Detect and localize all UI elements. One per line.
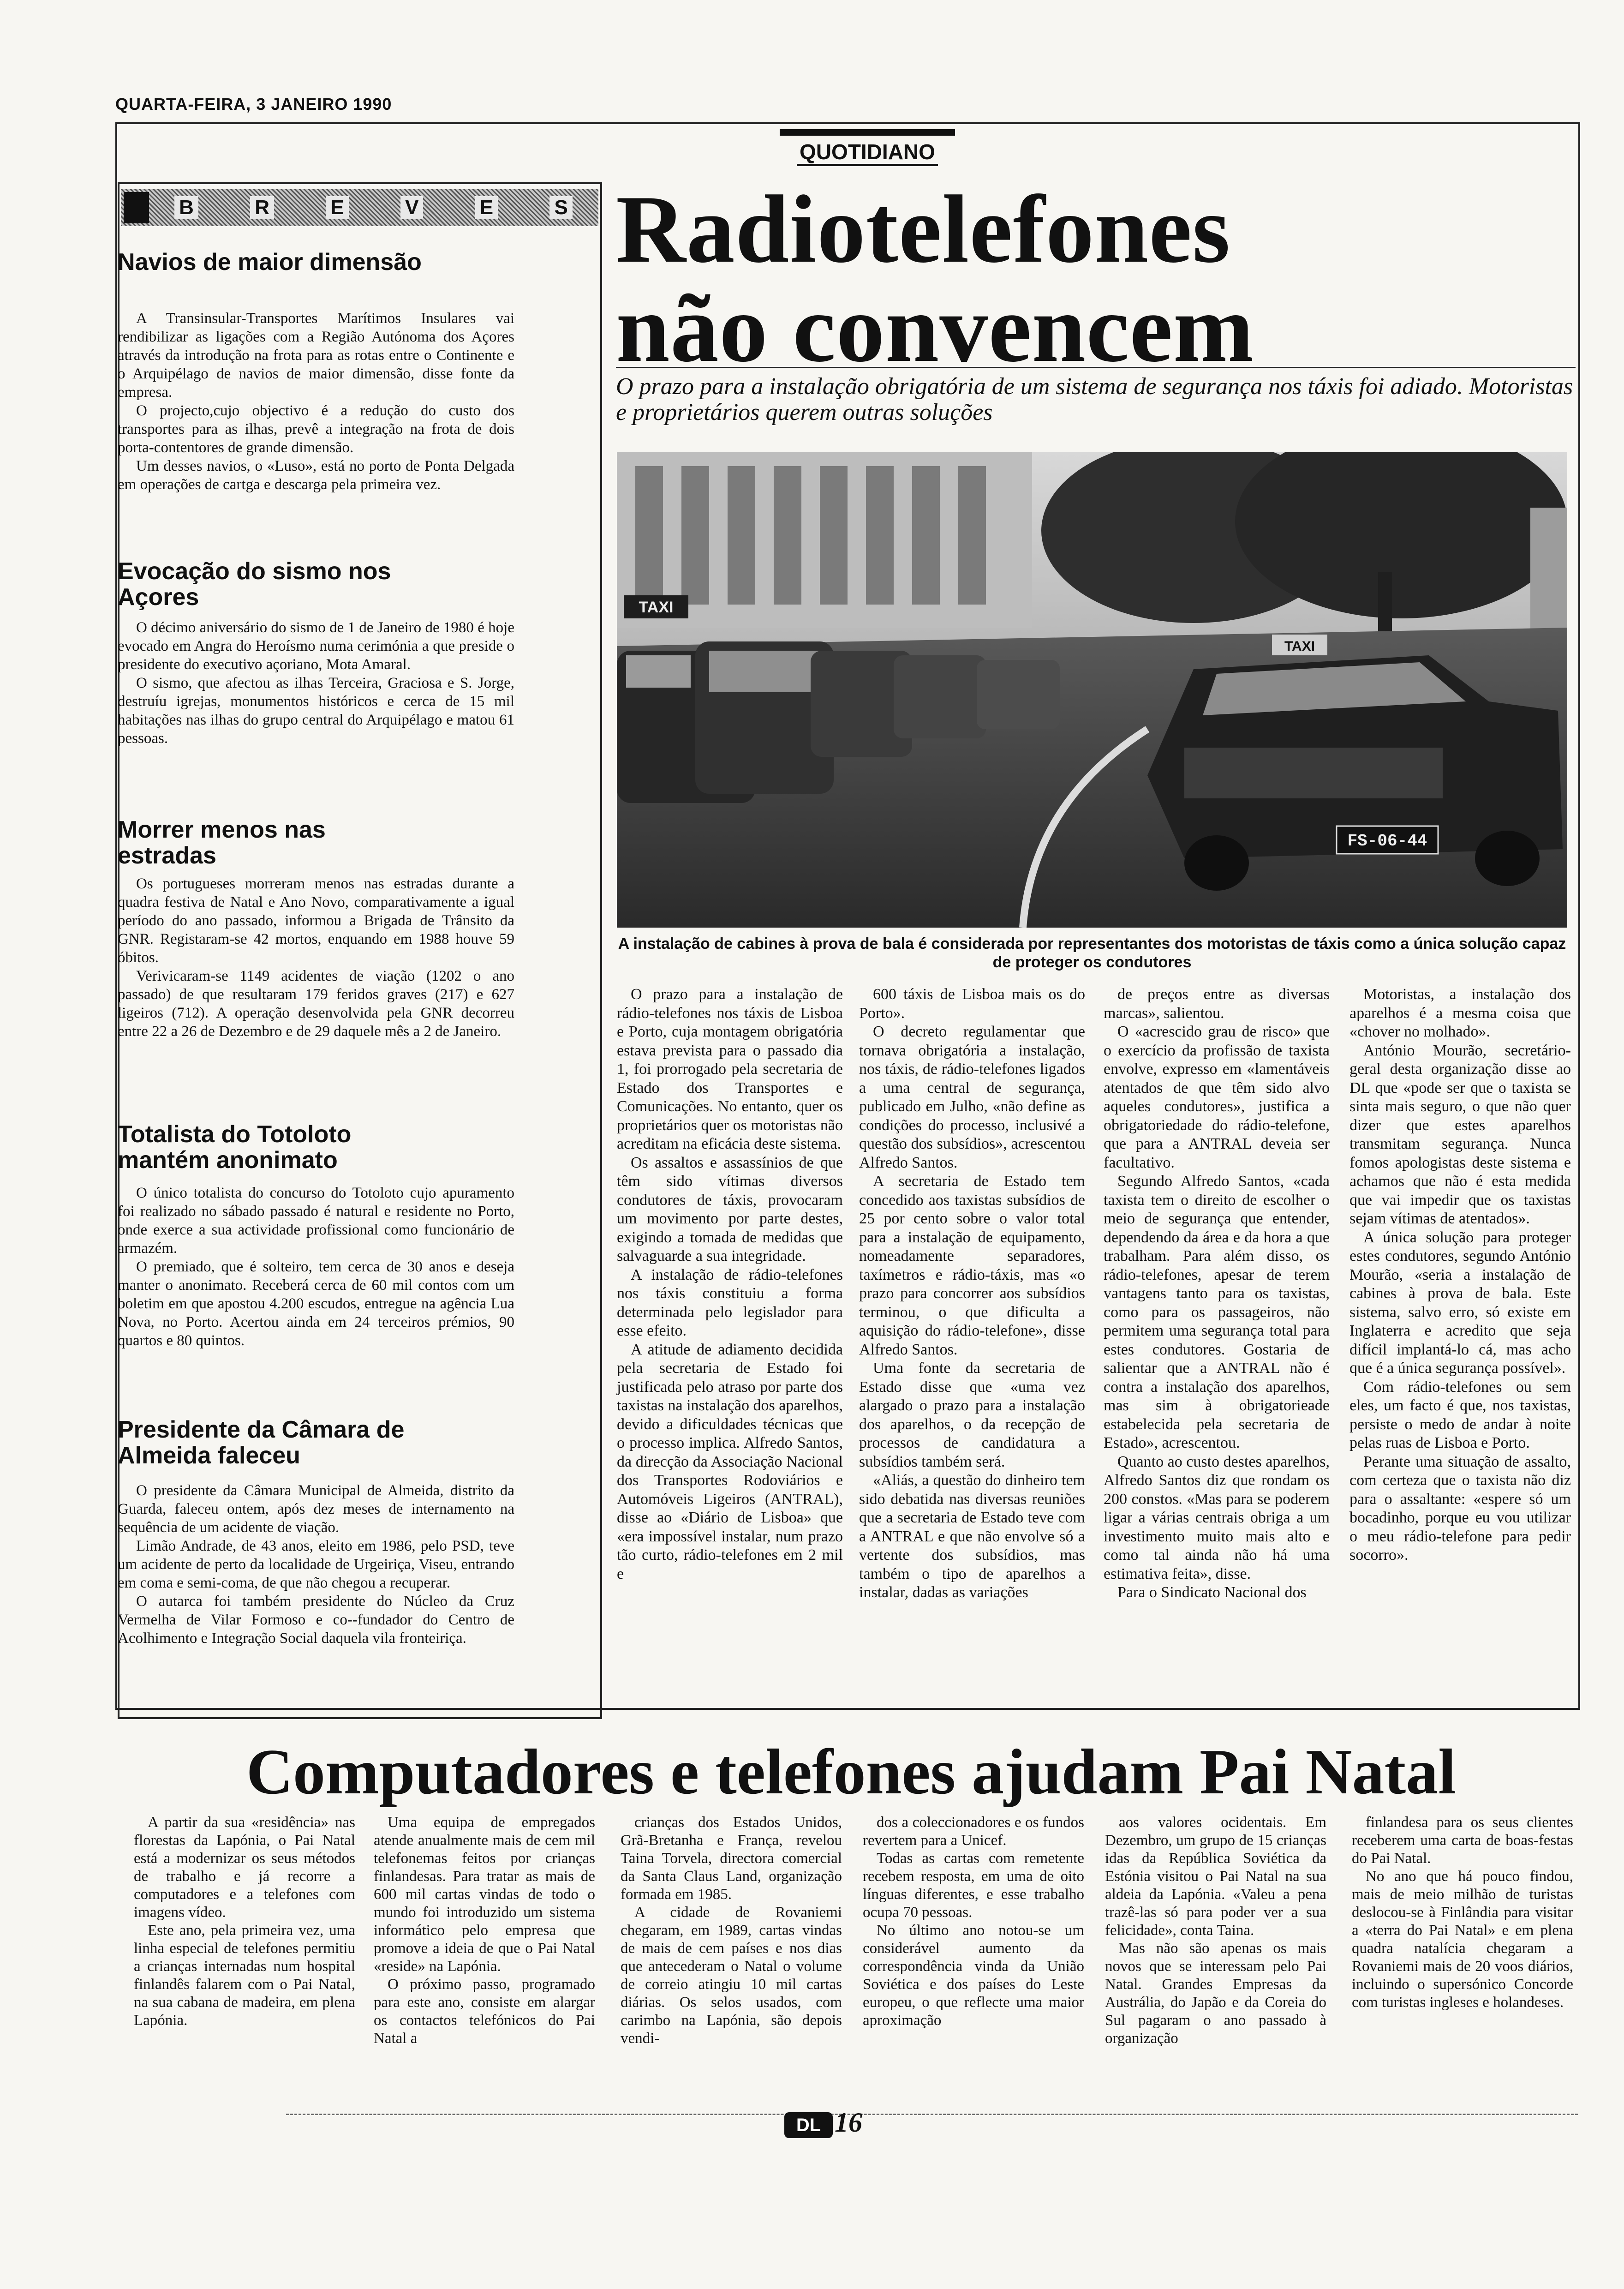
breves-letter: S xyxy=(549,196,572,219)
brief-1 xyxy=(118,249,505,275)
paragraph: Verivicaram-se 1149 acidentes de viação (1202 o ano passado) de que resultaram 179 feridos graves (217) e 627 ligeiros (712). A operação desenvolvida pela GNR decorreu entre 22 a 26 de Dezembro e de 29 daquele mês a 2 de Janeiro. xyxy=(118,968,514,1040)
article-column-2 xyxy=(859,985,1085,1602)
brief-body xyxy=(118,1481,514,1648)
paragraph: A secretaria de Estado tem concedido aos taxistas subsídios de 25 por cento sobre o valor total para a instalação de equipamento, nomeadamente separadores, taxímetros e rádio-táxis, mas «o prazo para concorrer aos subsídios terminou, o que dificulta a aquisição do rádio-telefone», disse Alfredo Santos. xyxy=(859,1173,1085,1358)
paragraph: O «acrescido grau de risco» que o exercício da profissão de taxista envolve, expresso em «lamentáveis atentados de que têm sido alvo aqueles condutores», justifica a obrigatoriedade do rádio-telefone, que para a ANTRAL deveia ser facultativo. xyxy=(1104,1023,1330,1171)
edition-date: QUARTA-FEIRA, 3 JANEIRO 1990 xyxy=(115,95,392,114)
license-plate: FS-06-44 xyxy=(1347,832,1427,851)
paragraph: Uma equipa de empregados atende anualmente mais de cem mil telefonemas feitos por crianças finlandesas. Para tratar as mais de 600 mil cartas vindas de todo o mundo foi introduzido um sistema informático pelo empresa que promove a ideia de que o Pai Natal «reside» na Lapónia. xyxy=(374,1814,595,1975)
paragraph: O projecto,cujo objectivo é a redução do custo dos transportes para as ilhas, prevê a integração na frota de dois porta-contentores de grande dimensão. xyxy=(118,402,514,456)
paragraph: O autarca foi também presidente do Núcleo da Cruz Vermelha de Vilar Formoso e co--fundador do Centro de Acolhimento e Integração Social daquela vila fronteiriça. xyxy=(118,1593,514,1647)
paragraph: O premiado, que é solteiro, tem cerca de 30 anos e deseja manter o anonimato. Receberá cerca de 60 mil contos com um boletim em que apostou 4.200 escudos, entregue na agência Lua Nova, no Porto. Acertou ainda em 24 terceiros prémios, 90 quartos e 80 quintos. xyxy=(118,1258,514,1349)
second-column-6 xyxy=(1352,1814,1573,2012)
second-column-2 xyxy=(374,1814,595,2048)
paragraph: No último ano notou-se um considerável aumento da correspondência vinda da União Soviética e dos países do Leste europeu, o que reflecte uma maior aproximação xyxy=(863,1922,1084,2029)
brief-body xyxy=(118,618,514,748)
paragraph: No ano que há pouco findou, mais de meio milhão de turistas deslocou-se à Finlândia para visitar a «terra do Pai Natal» e em plena quadra natalícia chegaram a Rovaniemi mais de 20 voos diários, incluindo o supersónico Concorde com turistas ingleses e holandeses. xyxy=(1352,1868,1573,2011)
brief-title: Presidente da Câmara de Almeida faleceu xyxy=(118,1416,405,1469)
main-headline xyxy=(616,176,1576,382)
paragraph: Mas não são apenas os mais novos que se interessam pelo Pai Natal. Grandes Empresas da Austrália, do Japão e da Coreia do Sul pagaram o ano passado à organização xyxy=(1105,1940,1326,2047)
brief-body xyxy=(118,1184,514,1350)
paragraph: Quanto ao custo destes aparelhos, Alfredo Santos diz que rondam os 200 constos. «Mas para se poderem ligar a várias centrais obriga a um investimento muito mais alto e como tal ainda não há uma estimativa feita», disse. xyxy=(1104,1453,1330,1582)
paragraph: O único totalista do concurso do Totoloto cujo apuramento foi realizado no sábado passado é natural e residente no Porto, onde exerce a sua actividade profissional como funcionário de armazém. xyxy=(118,1185,514,1257)
second-column-3 xyxy=(621,1814,842,2048)
paragraph: «Aliás, a questão do dinheiro tem sido debatida nas diversas reuniões que a secretaria de Estado teve com a ANTRAL e que não envolve só a vertente dos subsídios, mas também o tipo de aparelhos a instalar, dadas as variações xyxy=(859,1472,1085,1601)
brief-title: Totalista do Totoloto mantém anonimato xyxy=(118,1121,352,1174)
headline-rule xyxy=(616,367,1576,368)
paragraph: O próximo passo, programado para este ano, consiste em alargar os contactos telefónicos do Pai Natal a xyxy=(374,1976,595,2047)
second-column-5 xyxy=(1105,1814,1326,2048)
deck: O prazo para a instalação obrigatória de um sistema de segurança nos táxis foi adiado. Motoristas e proprietários querem outras soluções xyxy=(616,373,1573,425)
paragraph: aos valores ocidentais. Em Dezembro, um grupo de 15 crianças idas da República Soviética da Estónia visitou o Pai Natal na sua aldeia da Lapónia. «Valeu a pena trazê-las só para poder ver a sua felicidade», conta Taina. xyxy=(1105,1814,1326,1939)
breves-banner xyxy=(121,189,598,226)
brief-title: Evocação do sismo nos Açores xyxy=(118,558,391,611)
paragraph: Perante uma situação de assalto, com certeza que o taxista não diz para o assaltante: «espere só um bocadinho, porque eu vou utilizar o meu rádio-telefone para pedir socorro». xyxy=(1349,1453,1571,1564)
paragraph: O décimo aniversário do sismo de 1 de Janeiro de 1980 é hoje evocado em Angra do Heroísmo numa cerimónia a que preside o presidente do executivo açoriano, Mota Amaral. xyxy=(118,619,514,673)
article-column-3 xyxy=(1104,985,1330,1602)
paragraph: Uma fonte da secretaria de Estado disse que «uma vez alargado o prazo para a instalação dos aparelhos, o da recepção de processos de candidatura a subsídios também será. xyxy=(859,1360,1085,1470)
paragraph: Todas as cartas com remetente recebem resposta, em uma de oito línguas diferentes, e esse trabalho ocupa 70 pessoas. xyxy=(863,1850,1084,1921)
article-column-1 xyxy=(617,985,843,1583)
paragraph: crianças dos Estados Unidos, Grã-Bretanha e França, revelou Taina Torvela, directora comercial da Santa Claus Land, organização formada em 1985. xyxy=(621,1814,842,1903)
taxi-sign: TAXI xyxy=(1284,639,1315,654)
paragraph: Motoristas, a instalação dos aparelhos é a mesma coisa que «chover no molhado». xyxy=(1349,986,1571,1040)
paragraph: A única solução para proteger estes condutores, segundo António Mourão, «seria a instalação de cabines à prova de bala. Este sistema, salvo erro, só existe em Inglaterra e acredito que seja difícil implantá-lo cá, mas acho que é a única segurança possível». xyxy=(1349,1228,1571,1377)
paragraph: O prazo para a instalação de rádio-telefones nos táxis de Lisboa e Porto, cuja montagem obrigatória estava prevista para o passado dia 1, foi prorrogado pela secretaria de Estado dos Transportes e Comunicações. No entanto, quer os proprietários quer os motoristas não acreditam na eficácia deste sistema. xyxy=(617,986,843,1152)
taxi-sign: TAXI xyxy=(639,599,674,616)
paragraph: A cidade de Rovaniemi chegaram, em 1989, cartas vindas de mais de cem países e nos dias que antecederam o Natal o volume de correio atingiu 10 mil cartas diárias. Os selos usados, com carimbo na Lapónia, são depois vendi- xyxy=(621,1904,842,2047)
banner-block xyxy=(124,192,149,223)
article-column-4 xyxy=(1349,985,1571,1565)
dl-logo: DL xyxy=(784,2112,833,2138)
photo-caption: A instalação de cabines à prova de bala é considerada por representantes dos motoristas de táxis como a única solução capaz de proteger os condutores xyxy=(618,935,1566,971)
paragraph: A partir da sua «residência» nas florestas da Lapónia, o Pai Natal está a modernizar os seus métodos de trabalho e já recorre a computadores e a telefones com imagens vídeo. xyxy=(134,1814,355,1921)
paragraph: O decreto regulamentar que tornava obrigatória a instalação, nos táxis, de rádio-telefones ligados a uma central de segurança, publicado em Julho, «não define as condições do processo, inclusivé a questão dos subsídios», acrescentou Alfredo Santos. xyxy=(859,1023,1085,1171)
paragraph: Os portugueses morreram menos nas estradas durante a quadra festiva de Natal e Ano Novo, comparativamente a igual período do ano passado, informou a Brigada de Trânsito da GNR. Registaram-se 42 mortos, enquando em 1988 houve 59 óbitos. xyxy=(118,875,514,966)
paragraph: O presidente da Câmara Municipal de Almeida, distrito da Guarda, faleceu ontem, após dez meses de internamento na sequência de um acidente de viação. xyxy=(118,1482,514,1536)
paragraph: António Mourão, secretário-geral desta organização disse ao DL que «pode ser que o taxista se sinta mais seguro, o que não quer dizer que estes aparelhos transmitam segurança. Nunca fomos apologistas deste sistema e achamos que não é esta medida que vai impedir que os taxistas sejam vítimas de atentados». xyxy=(1349,1042,1571,1227)
brief-title: Morrer menos nas estradas xyxy=(118,816,326,869)
section-label xyxy=(780,129,955,164)
paragraph: A Transinsular-Transportes Marítimos Insulares vai rendibilizar as ligações com a Região Autónoma dos Açores através da introdução na frota para as rotas entre o Continente e o Arquipélago de navios de maior dimensão, disse fonte da empresa. xyxy=(118,310,514,401)
paragraph: Limão Andrade, de 43 anos, eleito em 1986, pelo PSD, teve um acidente de perto da localidade de Urgeiriça, Viseu, entrando em coma e semi-coma, de que não chegou a recuperar. xyxy=(118,1538,514,1591)
second-column-1 xyxy=(134,1814,355,2030)
taxi-photo-illustration xyxy=(617,452,1567,928)
paragraph: de preços entre as diversas marcas», salientou. xyxy=(1104,986,1330,1022)
breves-letter: R xyxy=(250,196,274,219)
breves-letter: E xyxy=(326,196,348,219)
paragraph: A atitude de adiamento decidida pela secretaria de Estado foi justificada pelo atraso por parte dos taxistas na instalação dos aparelhos, devido a dificuldades técnicas que o processo implica. Alfredo Santos, da direcção da Associação Nacional dos Transportes Rodoviários e Automóveis Ligeiros (ANTRAL), disse ao «Diário de Lisboa» que «era impossível instalar, num prazo tão curto, rádio-telefones em 2 mil e xyxy=(617,1341,843,1582)
breves-letter: V xyxy=(400,196,423,219)
paragraph: Este ano, pela primeira vez, uma linha especial de telefones permitiu a crianças internadas num hospital finlandês falarem com o Pai Natal, na sua cabana de madeira, em plena Lapónia. xyxy=(134,1922,355,2029)
breves-letter: E xyxy=(475,196,498,219)
page-number-text: 16 xyxy=(835,2107,862,2138)
paragraph: Os assaltos e assassínios de que têm sido vítimas diversos condutores de táxis, provocaram um movimento por parte destes, exigindo a tomada de medidas que salvaguarde a sua integridade. xyxy=(617,1154,843,1264)
section-title: QUOTIDIANO xyxy=(797,140,938,166)
paragraph: Com rádio-telefones ou sem eles, um facto é que, nos taxistas, persiste o medo de andar à noite pelas ruas de Lisboa e Porto. xyxy=(1349,1378,1571,1451)
paragraph: Segundo Alfredo Santos, «cada taxista tem o direito de escolher o meio de segurança que entender, dependendo da área e da hora a que trabalham. Para além disso, os rádio-telefones, apesar de terem vantagens tanto para os taxistas, como para os passageiros, não permitem uma segurança total para estes condutores. Gostaria de salientar que a ANTRAL não é contra a instalação dos aparelhos, mas sim à obrigatorieade estabelecida pela secretaria de Estado», acrescentou. xyxy=(1104,1173,1330,1451)
brief-body xyxy=(118,309,514,494)
breves-letter: B xyxy=(174,196,198,219)
paragraph: Um desses navios, o «Luso», está no porto de Ponta Delgada em operações de cartga e descarga pela primeira vez. xyxy=(118,458,514,493)
paragraph: 600 táxis de Lisboa mais os do Porto». xyxy=(859,986,1085,1022)
paragraph: dos a coleccionadores e os fundos revertem para a Unicef. xyxy=(863,1814,1084,1849)
brief-title: Navios de maior dimensão xyxy=(118,249,422,276)
second-headline: Computadores e telefones ajudam Pai Natal xyxy=(246,1736,1457,1808)
paragraph: A instalação de rádio-telefones nos táxis constituiu a forma determinada pelo legislador para esse efeito. xyxy=(617,1266,843,1339)
page-number xyxy=(784,2107,862,2139)
taxi-photo xyxy=(617,452,1567,928)
brief-body xyxy=(118,875,514,1041)
headline-line: Radiotelefones xyxy=(616,176,1231,283)
footer-rule xyxy=(286,2114,1578,2115)
paragraph: Para o Sindicato Nacional dos xyxy=(1117,1584,1307,1601)
second-column-4 xyxy=(863,1814,1084,2030)
paragraph: O sismo, que afectou as ilhas Terceira, Graciosa e S. Jorge, destruíu igrejas, monumentos históricos e cerca de 15 mil habitações nas ilhas do grupo central do Arquipélago e matou 61 pessoas. xyxy=(118,675,514,747)
headline-line: não convencem xyxy=(616,275,1254,382)
paragraph: finlandesa para os seus clientes receberem uma carta de boas-festas do Pai Natal. xyxy=(1352,1814,1573,1867)
